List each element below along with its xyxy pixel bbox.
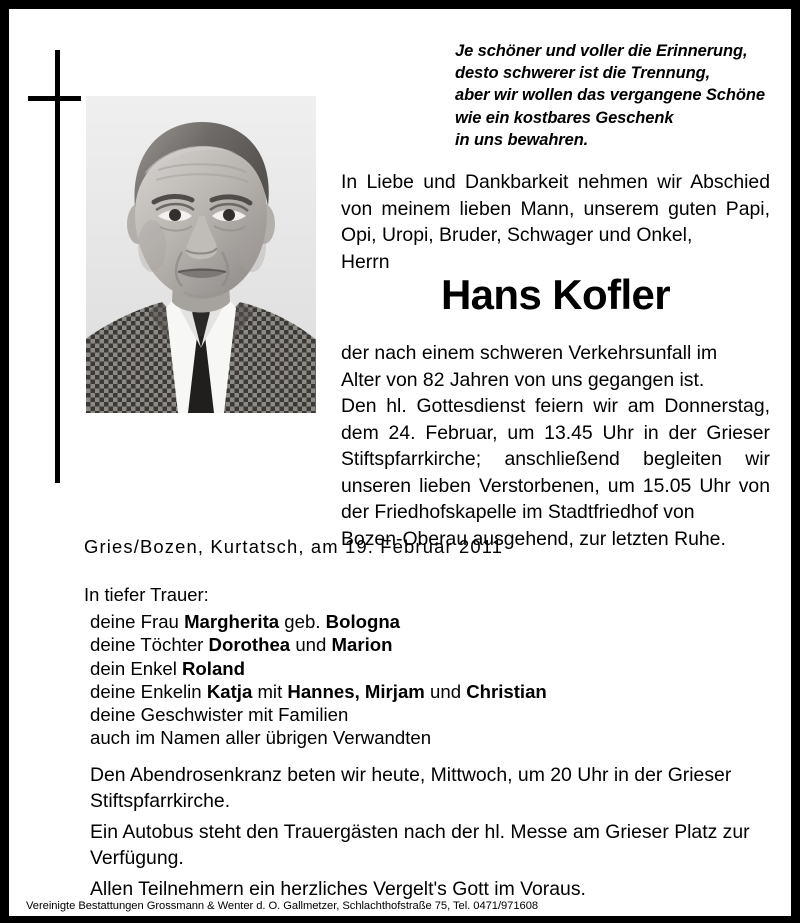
mourner-name: Katja [206,680,253,702]
mourner-relation: geb. [279,611,326,632]
epigraph-line: aber wir wollen das vergangene Schöne [455,86,765,105]
age-paragraph [341,340,770,393]
cross-vertical-bar [55,50,60,483]
deceased-name: Hans Kofler [440,271,671,318]
age-text-line: der nach einem schweren Verkehrsunfall im [341,342,718,364]
age-text-last: Alter von 82 Jahren von uns gegangen ist. [341,368,705,391]
mourner-relation: auch im Namen aller übrigen Verwandten [90,727,432,749]
place-and-date: Gries/Bozen, Kurtatsch, am 19. Februar 2011 [84,536,504,557]
service-text-last: Bozen-Oberau ausgehend, zur letzten Ruhe. [341,527,726,550]
mourner-name: Bologna [325,611,401,632]
funeral-home-footer: Vereinigte Bestattungen Grossmann & Wenter d. O. Gallmetzer, Schlachthofstraße 75, Tel. 0471/971608 [26,900,539,912]
epigraph-line: wie ein kostbares Geschenk [455,108,674,127]
lead-text: In Liebe und Dankbarkeit nehmen wir Abschied von meinem lieben Mann, unserem guten Papi, Opi, Uropi, Bruder, Schwager und Onkel, [341,171,770,247]
cross-horizontal-bar [28,96,81,101]
mourner-list [90,610,547,750]
mourner-relation: dein Enkel [90,657,182,679]
mourner-relation: mit [252,680,288,702]
closing-paragraph: Ein Autobus steht den Trauergästen nach der hl. Messe am Grieser Platz zur Verfügung. [90,821,750,869]
mourner-line [90,703,547,726]
lead-last-word: Herrn [341,250,390,273]
mourner-line [90,657,547,680]
closing-notes [90,763,770,903]
mourner-relation: deine Geschwister mit Familien [90,704,349,726]
mourner-name: Margherita [184,611,280,632]
portrait-illustration [86,96,316,413]
lead-paragraph [341,169,770,275]
mourner-name: Roland [182,657,246,679]
mourner-relation: und [424,680,467,702]
mourner-name: Christian [466,680,547,702]
mourner-relation: deine Töchter [90,634,209,656]
mourner-name: Dorothea [208,634,291,656]
mourner-relation: deine Enkelin [90,680,207,702]
service-paragraph [341,393,770,553]
closing-paragraph: Den Abendrosenkranz beten wir heute, Mittwoch, um 20 Uhr in der Grieser Stiftspfarrkirche. [90,764,732,812]
mourner-name: Hannes, Mirjam [287,680,425,702]
portrait-photo [86,96,316,413]
epigraph-line: Je schöner und voller die Erinnerung, [455,42,748,60]
mourner-line [90,610,547,633]
mourner-line [90,726,547,749]
mourning-heading: In tiefer Trauer: [84,584,209,605]
mourner-line [90,633,547,656]
epigraph-line: desto schwerer ist die Trennung, [455,64,711,83]
mourner-name: Marion [331,634,393,656]
notice-canvas [9,9,791,916]
epigraph-line: in uns bewahren. [455,130,589,149]
mourner-line [90,680,547,703]
service-text-body: Den hl. Gottesdienst feiern wir am Donnerstag, dem 24. Februar, um 13.45 Uhr in der Grieser Stiftspfarrkirche; anschließend begleiten wir unseren lieben Verstorbenen, um 15.05 Uhr von der Friedhofskapelle im Stadtfriedhof von [341,395,770,524]
mourner-relation: deine Frau [90,611,185,632]
closing-paragraph: Allen Teilnehmern ein herzliches Vergelt's Gott im Voraus. [90,878,586,900]
epigraph-verse [455,40,785,151]
mourner-relation: und [290,634,332,656]
